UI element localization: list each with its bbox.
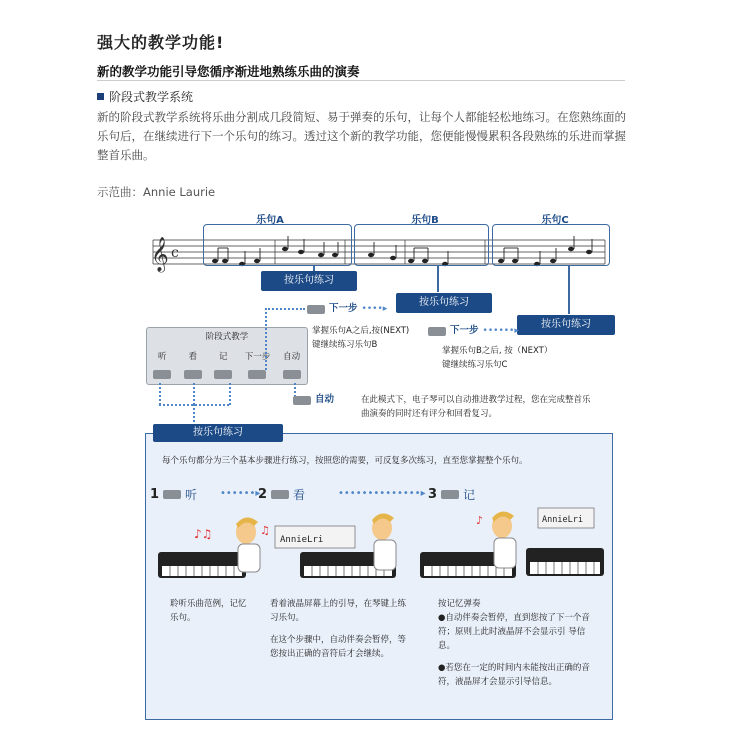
section-heading [97, 88, 193, 105]
page-subtitle: 新的教学功能引导您循序渐进地熟练乐曲的演奏 [97, 64, 360, 79]
auto-button-icon [283, 370, 301, 379]
dotted-arrow-icon: ••••••▸ [220, 488, 261, 499]
dotted-arrow-icon: ••••••••••••••▸ [338, 488, 426, 499]
practice-box-a: 按乐句练习 [261, 271, 357, 291]
remember-button[interactable]: 记 [214, 350, 232, 383]
intro-paragraph: 新的阶段式教学系统将乐曲分割成几段简短、易于弹奏的乐句，让每个人都能轻松地练习。在您熟练面的乐句后，在继续进行下一个乐句的练习。透过这个新的教学功能，您便能慢慢累积各段熟练的乐进而掌握整首乐曲。 [97, 110, 626, 162]
step-1: 1 听 [150, 487, 198, 502]
phrase-b-label: 乐句B [411, 215, 439, 226]
listen-button-icon [153, 370, 171, 379]
keyboard-illustrations [150, 504, 608, 594]
watch-button[interactable]: 看 [184, 350, 202, 383]
practice-box-c: 按乐句练习 [517, 315, 615, 335]
practice-box-b: 按乐句练习 [396, 293, 492, 313]
remember-button-icon [214, 370, 232, 379]
svg-text:𝄞: 𝄞 [151, 237, 169, 272]
dotted-arrow-icon: ••••••▸ [482, 326, 519, 336]
watch-button-icon [184, 370, 202, 379]
page-title: 强大的教学功能! [97, 33, 225, 52]
practice-steps-panel [145, 433, 613, 720]
step-2: 2 看 [258, 487, 306, 502]
svg-text:♪: ♪ [476, 514, 484, 527]
note-phrase-a: 掌握乐句A之后,按(NEXT) 键继续练习乐句B [312, 326, 410, 350]
step-3: 3 记 [428, 487, 476, 502]
phrase-a-frame [203, 224, 352, 266]
note-phrase-b: 掌握乐句B之后, 按（NEXT） 键继续练习乐句C [442, 346, 553, 370]
dotted-arrow-icon: ••••▸ [361, 304, 388, 314]
next-step-b[interactable]: 下一步 ••••••▸ [428, 324, 519, 338]
next-button-icon [428, 327, 446, 336]
caption-step-2: 看着液晶屏幕上的引导，在琴键上练 习乐句。 在这个步骤中，自动伴奏会暂停，等 您按出正确的音符后才会继续。 [270, 599, 407, 659]
section-heading-text: 阶段式教学系统 [109, 90, 194, 104]
lcd-text-3: AnnieLri [542, 515, 583, 525]
example-song: 示范曲：Annie Laurie [97, 185, 216, 199]
next-button-icon [248, 370, 266, 379]
watch-button-icon [271, 490, 289, 499]
svg-text:c: c [171, 245, 179, 261]
svg-text:♫: ♫ [260, 524, 270, 537]
auto-indicator: 自动 [293, 393, 334, 407]
remember-button-icon [441, 490, 459, 499]
next-button[interactable]: 下一步 [245, 350, 271, 383]
phrase-a-label: 乐句A [256, 215, 284, 226]
lower-panel-title: 按乐句练习 [153, 424, 283, 442]
phrase-b-frame [354, 224, 489, 266]
lcd-text-2: AnnieLri [280, 535, 324, 545]
phrase-c-frame [492, 224, 610, 266]
phrase-c-label: 乐句C [541, 215, 569, 226]
auto-button-icon [293, 396, 311, 405]
svg-text:♪♫: ♪♫ [194, 527, 213, 541]
auto-note: 在此模式下，电子琴可以自动推进教学过程，您在完成整首乐 曲演奏的同时还有评分和回看复习。 [361, 395, 591, 419]
divider [97, 80, 625, 81]
listen-button[interactable]: 听 [153, 350, 171, 383]
square-bullet-icon [97, 93, 104, 100]
next-button-icon [307, 305, 325, 314]
panel-title: 阶段式教学 [205, 332, 249, 342]
listen-button-icon [163, 490, 181, 499]
control-panel [146, 327, 308, 385]
steps-description: 每个乐句都分为三个基本步骤进行练习，按照您的需要，可反复多次练习，直至您掌握整个乐句。 [162, 456, 528, 466]
caption-step-3: 按记忆弹奏 ●自动伴奏会暂停，直到您按了下一个音 符；原则上此时液晶屏不会显示引 导信 息。 ●若您在一定的时间内未能按出正确的音 符，液晶屏才会显示引导信息。 [438, 599, 590, 687]
auto-button[interactable]: 自动 [283, 350, 301, 383]
caption-step-1: 聆听乐曲范例，记忆 乐句。 [170, 599, 247, 623]
next-step-a[interactable]: 下一步 ••••▸ [307, 302, 387, 316]
